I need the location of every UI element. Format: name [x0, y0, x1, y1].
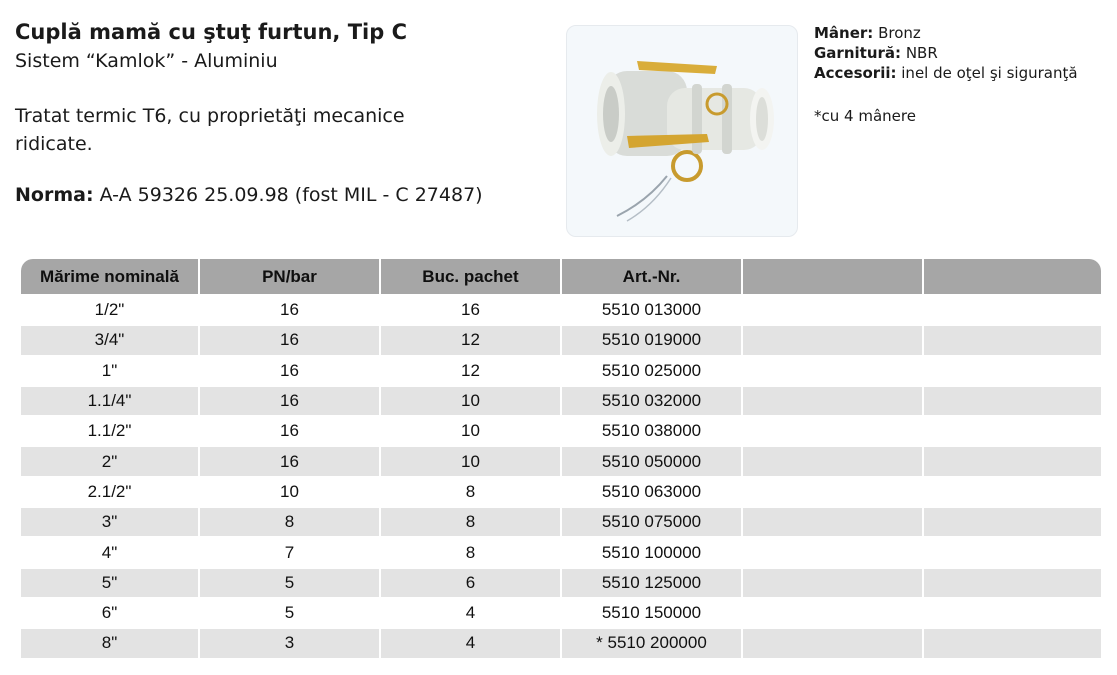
spec-value: NBR: [905, 44, 938, 62]
cell-pack: 12: [381, 355, 560, 385]
cell-pn: 16: [200, 445, 379, 475]
cell-pack: 6: [381, 567, 560, 597]
cell-artnr: 5510 013000: [562, 294, 741, 324]
cell-artnr: 5510 150000: [562, 597, 741, 627]
cell-empty: [924, 355, 1101, 385]
cell-pack: 10: [381, 445, 560, 475]
cell-empty: [743, 415, 922, 445]
spec-value: Bronz: [878, 24, 921, 42]
cell-empty: [924, 476, 1101, 506]
footnote: *cu 4 mânere: [814, 107, 916, 125]
cell-artnr: 5510 038000: [562, 415, 741, 445]
table-row: [21, 597, 1101, 627]
spec-key: Accesorii:: [814, 64, 897, 82]
cell-size: 1.1/4": [21, 385, 198, 415]
camlock-coupling-illustration: [567, 26, 797, 236]
cell-empty: [924, 385, 1101, 415]
spec-value: inel de oţel şi siguranţă: [901, 64, 1078, 82]
col-header-empty-2: [924, 259, 1101, 294]
cell-empty: [924, 627, 1101, 657]
spec-key: Mâner:: [814, 24, 874, 42]
col-header-pn: PN/bar: [200, 259, 379, 294]
table-row: [21, 567, 1101, 597]
cell-empty: [743, 536, 922, 566]
cell-empty: [924, 536, 1101, 566]
cell-size: 5": [21, 567, 198, 597]
cell-size: 1/2": [21, 294, 198, 324]
table-row: [21, 294, 1101, 324]
cell-size: 8": [21, 627, 198, 657]
table-row: [21, 627, 1101, 657]
cell-empty: [924, 597, 1101, 627]
cell-size: 2.1/2": [21, 476, 198, 506]
cell-empty: [743, 445, 922, 475]
cell-pack: 12: [381, 324, 560, 354]
cell-empty: [924, 294, 1101, 324]
cell-size: 3/4": [21, 324, 198, 354]
cell-artnr: 5510 125000: [562, 567, 741, 597]
cell-size: 1": [21, 355, 198, 385]
cell-pack: 10: [381, 415, 560, 445]
cell-empty: [743, 627, 922, 657]
cell-artnr: 5510 075000: [562, 506, 741, 536]
product-table: [19, 259, 1103, 658]
cell-pack: 16: [381, 294, 560, 324]
cell-empty: [743, 294, 922, 324]
specs-list: [814, 23, 1078, 83]
cell-artnr: * 5510 200000: [562, 627, 741, 657]
table-row: [21, 506, 1101, 536]
cell-empty: [924, 506, 1101, 536]
cell-pn: 16: [200, 324, 379, 354]
cell-empty: [743, 597, 922, 627]
cell-pack: 4: [381, 597, 560, 627]
cell-size: 6": [21, 597, 198, 627]
spec-accessories: [814, 63, 1078, 83]
cell-pn: 16: [200, 385, 379, 415]
cell-artnr: 5510 019000: [562, 324, 741, 354]
cell-empty: [924, 567, 1101, 597]
cell-pn: 16: [200, 294, 379, 324]
product-description: Tratat termic T6, cu proprietăţi mecanice ridicate.: [15, 105, 405, 155]
cell-pack: 4: [381, 627, 560, 657]
cell-empty: [743, 506, 922, 536]
cell-pack: 8: [381, 506, 560, 536]
cell-artnr: 5510 050000: [562, 445, 741, 475]
cell-pn: 7: [200, 536, 379, 566]
cell-pn: 16: [200, 415, 379, 445]
spec-key: Garnitură:: [814, 44, 902, 62]
cell-artnr: 5510 032000: [562, 385, 741, 415]
table-row: [21, 445, 1101, 475]
cell-pack: 8: [381, 476, 560, 506]
norma-label: Norma:: [15, 184, 94, 206]
table-row: [21, 355, 1101, 385]
table-row: [21, 415, 1101, 445]
cell-empty: [743, 567, 922, 597]
table-row: [21, 385, 1101, 415]
col-header-size: Mărime nominală: [21, 259, 198, 294]
table-row: [21, 324, 1101, 354]
cell-pn: 16: [200, 355, 379, 385]
spec-gasket: [814, 43, 1078, 63]
cell-size: 2": [21, 445, 198, 475]
cell-pack: 10: [381, 385, 560, 415]
norma-line: [15, 181, 485, 209]
product-subtitle: Sistem “Kamlok” - Aluminiu: [15, 50, 278, 72]
table-header-row: [21, 259, 1101, 294]
cell-pn: 8: [200, 506, 379, 536]
table-row: [21, 476, 1101, 506]
col-header-artnr: Art.-Nr.: [562, 259, 741, 294]
norma-value: A-A 59326 25.09.98 (fost MIL - C 27487): [99, 184, 483, 206]
table-row: [21, 536, 1101, 566]
cell-size: 3": [21, 506, 198, 536]
cell-artnr: 5510 100000: [562, 536, 741, 566]
cell-empty: [743, 476, 922, 506]
cell-empty: [924, 324, 1101, 354]
cell-empty: [743, 355, 922, 385]
cell-empty: [743, 324, 922, 354]
product-image: [566, 25, 798, 237]
cell-pack: 8: [381, 536, 560, 566]
cell-empty: [743, 385, 922, 415]
cell-size: 4": [21, 536, 198, 566]
product-title: Cuplă mamă cu ştuţ furtun, Tip C: [15, 20, 407, 44]
cell-pn: 10: [200, 476, 379, 506]
cell-artnr: 5510 063000: [562, 476, 741, 506]
col-header-empty-1: [743, 259, 922, 294]
cell-size: 1.1/2": [21, 415, 198, 445]
cell-artnr: 5510 025000: [562, 355, 741, 385]
cell-pn: 5: [200, 567, 379, 597]
cell-pn: 5: [200, 597, 379, 627]
cell-empty: [924, 445, 1101, 475]
col-header-pack: Buc. pachet: [381, 259, 560, 294]
spec-handle: [814, 23, 1078, 43]
cell-empty: [924, 415, 1101, 445]
cell-pn: 3: [200, 627, 379, 657]
